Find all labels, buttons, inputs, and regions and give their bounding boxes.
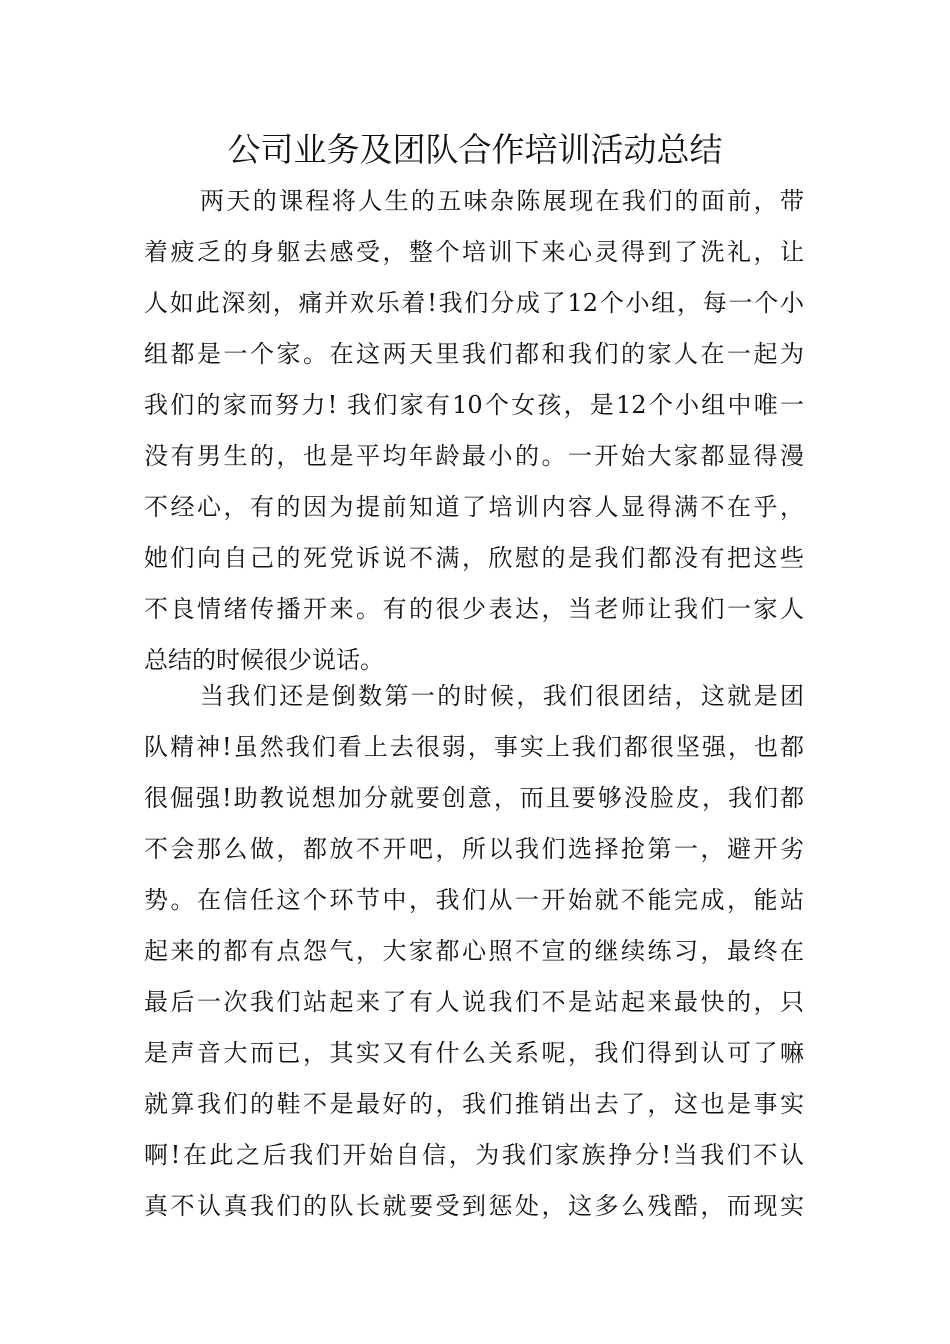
- text-line: 是声音大而已，其实又有什么关系呢，我们得到认可了嘛: [144, 1039, 804, 1067]
- text-line: 很倔强!助教说想加分就要创意，而且要够没脸皮，我们都: [144, 784, 804, 812]
- text-line: 不经心，有的因为提前知道了培训内容人显得满不在乎，: [144, 493, 804, 521]
- text-line: 起来的都有点怨气，大家都心照不宣的继续练习，最终在: [144, 937, 804, 965]
- text-line: 队精神!虽然我们看上去很弱，事实上我们都很坚强，也都: [144, 733, 804, 761]
- paragraph-2: [144, 671, 804, 1232]
- text-line: 组都是一个家。在这两天里我们都和我们的家人在一起为: [144, 340, 804, 368]
- text-line: 当我们还是倒数第一的时候，我们很团结，这就是团: [200, 682, 804, 710]
- text-line: 两天的课程将人生的五味杂陈展现在我们的面前，带: [200, 187, 804, 215]
- text-line: 势。在信任这个环节中，我们从一开始就不能完成，能站: [144, 886, 804, 914]
- text-line: 不良情绪传播开来。有的很少表达，当老师让我们一家人: [144, 595, 804, 623]
- text-line: 我们的家而努力! 我们家有10个女孩，是12个小组中唯一: [144, 391, 804, 419]
- text-line: 不会那么做，都放不开吧，所以我们选择抢第一，避开劣: [144, 835, 804, 863]
- text-line: 着疲乏的身躯去感受，整个培训下来心灵得到了洗礼，让: [144, 238, 804, 266]
- text-line: 没有男生的，也是平均年龄最小的。一开始大家都显得漫: [144, 442, 804, 470]
- text-line: 真不认真我们的队长就要受到惩处，这多么残酷，而现实: [144, 1192, 804, 1220]
- document-title: 公司业务及团队合作培训活动总结: [227, 130, 723, 169]
- text-line: 啊!在此之后我们开始自信，为我们家族挣分!当我们不认: [144, 1141, 804, 1169]
- text-line: 最后一次我们站起来了有人说我们不是站起来最快的，只: [144, 988, 804, 1016]
- text-line: 人如此深刻，痛并欢乐着!我们分成了12个小组，每一个小: [144, 289, 804, 317]
- text-line: 她们向自己的死党诉说不满，欣慰的是我们都没有把这些: [144, 544, 804, 572]
- text-line: 就算我们的鞋不是最好的，我们推销出去了，这也是事实: [144, 1090, 804, 1118]
- text-line: 总结的时候很少说话。: [144, 646, 384, 674]
- paragraph-1: [144, 176, 804, 686]
